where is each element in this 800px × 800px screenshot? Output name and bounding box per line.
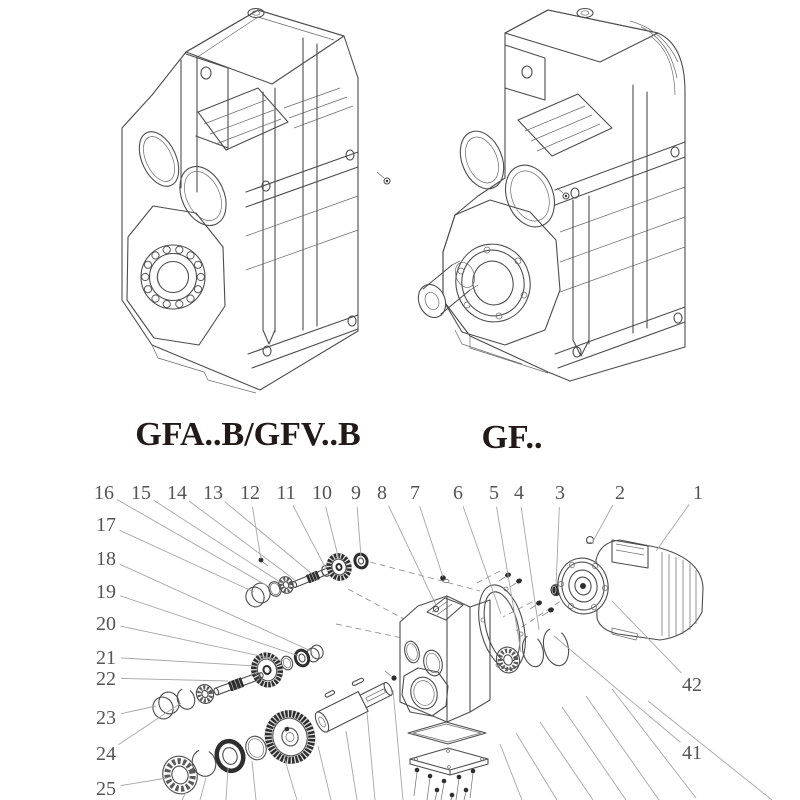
callout-number-1: 1 <box>693 482 703 504</box>
leader-line-7 <box>420 506 443 577</box>
leader-line-2 <box>592 505 613 543</box>
callout-number-12: 12 <box>240 482 260 504</box>
leader-line-23 <box>121 706 156 714</box>
callout-number-41: 41 <box>682 742 702 764</box>
drain-bolt <box>385 671 397 681</box>
callout-number-20: 20 <box>96 613 116 635</box>
callout-number-25: 25 <box>96 778 116 800</box>
shaft-keys <box>325 678 364 698</box>
intermediate-bearing <box>194 682 216 706</box>
callout-number-16: 16 <box>94 482 114 504</box>
leader-line-21 <box>121 658 256 666</box>
callout-number-24: 24 <box>96 743 116 765</box>
callout-number-11: 11 <box>276 482 296 504</box>
oil-plug-stud <box>377 172 390 184</box>
callout-number-2: 2 <box>615 482 625 504</box>
callout-number-14: 14 <box>167 482 187 504</box>
input-shaft-assembly <box>243 552 369 609</box>
leader-line-9 <box>357 507 361 557</box>
callout-number-7: 7 <box>410 482 420 504</box>
callout-number-42: 42 <box>682 674 702 696</box>
output-roller-bearing <box>158 751 203 798</box>
output-seal <box>213 737 248 774</box>
output-solid-shaft <box>313 678 396 734</box>
leader-line-14 <box>189 501 295 580</box>
intermediate-shaft-assembly <box>150 643 325 721</box>
input-gear <box>326 553 353 581</box>
callout-number-5: 5 <box>489 482 499 504</box>
motor <box>553 537 703 641</box>
oil-plug-stud <box>557 188 569 199</box>
leader-line-1 <box>656 504 689 551</box>
exploded-housing <box>385 575 490 722</box>
leader-line-24 <box>118 703 181 745</box>
cover-bolts <box>414 768 475 800</box>
leader-line-11 <box>293 505 326 569</box>
leader-line-25 <box>121 778 167 786</box>
exploded-view <box>94 482 772 800</box>
leader-line-22 <box>121 678 228 681</box>
callout-number-19: 19 <box>96 581 116 603</box>
callout-number-15: 15 <box>131 482 151 504</box>
leader-line-10 <box>326 507 339 560</box>
callout-number-6: 6 <box>453 482 463 504</box>
callout-number-18: 18 <box>96 548 116 570</box>
housing-bolt <box>440 575 449 582</box>
leader-line-15 <box>154 500 283 584</box>
callout-number-10: 10 <box>312 482 332 504</box>
callout-number-8: 8 <box>377 482 387 504</box>
callout-number-9: 9 <box>351 482 361 504</box>
figure-label-right: GF.. <box>481 419 543 456</box>
output-gear <box>262 708 317 766</box>
figure-gf-drawing <box>414 9 685 382</box>
figure-gfab-gfvb-drawing <box>122 9 390 394</box>
callout-number-17: 17 <box>96 514 116 536</box>
callout-number-22: 22 <box>96 668 116 690</box>
output-bearing <box>141 245 205 309</box>
intermediate-pinion-shaft <box>213 670 265 697</box>
leader-line-8 <box>388 506 436 605</box>
callout-number-13: 13 <box>203 482 223 504</box>
leader-line-3 <box>556 507 559 586</box>
leader-line-20 <box>121 626 284 661</box>
figure-label-left: GFA..B/GFV..B <box>135 416 361 453</box>
callout-number-21: 21 <box>96 647 116 669</box>
leader-line-4 <box>521 507 539 630</box>
callout-number-4: 4 <box>514 482 524 504</box>
bottom-cover-assembly <box>408 722 488 800</box>
callout-number-3: 3 <box>555 482 565 504</box>
leader-line-16 <box>117 499 271 588</box>
leader-line-6 <box>463 506 501 614</box>
output-flange <box>447 236 539 330</box>
callout-number-23: 23 <box>96 707 116 729</box>
